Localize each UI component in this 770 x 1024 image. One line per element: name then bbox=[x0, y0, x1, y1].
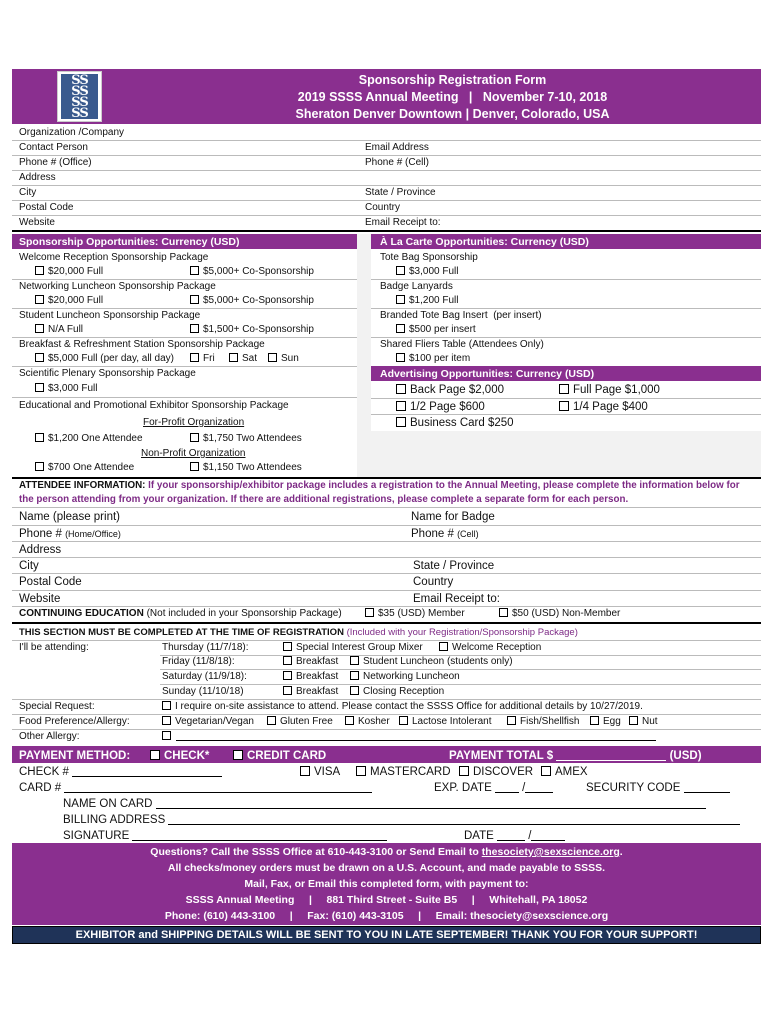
alacarte-header-text: À La Carte Opportunities: Currency (USD) bbox=[380, 236, 589, 248]
signature-label: SIGNATURE bbox=[63, 829, 387, 843]
ssss-logo: SS SS SS SS bbox=[57, 71, 102, 122]
saturday-label: Saturday (11/9/18): bbox=[162, 671, 247, 682]
plenary-full-option[interactable]: $3,000 Full bbox=[35, 383, 97, 395]
food-fish-option[interactable]: Fish/Shellfish bbox=[507, 716, 579, 728]
attendee-postal-label: Postal Code bbox=[19, 576, 82, 588]
meeting-dates: 2019 SSSS Annual Meeting | November 7-10, 2018 bbox=[297, 90, 608, 104]
for-profit-label: For-Profit Organization bbox=[143, 417, 245, 428]
checkbox[interactable] bbox=[190, 462, 199, 471]
checkbox[interactable] bbox=[283, 642, 292, 651]
checkbox[interactable] bbox=[162, 701, 171, 710]
networking-package: Networking Luncheon Sponsorship Package bbox=[19, 281, 216, 292]
insert-item: Branded Tote Bag Insert (per insert) bbox=[380, 310, 542, 321]
attendee-city-label: City bbox=[19, 560, 39, 572]
checkbox[interactable] bbox=[162, 731, 171, 740]
checkbox[interactable] bbox=[396, 401, 406, 411]
name-on-card-label: NAME ON CARD bbox=[63, 797, 706, 811]
special-request-option[interactable]: I require on-site assistance to attend. Please contact the SSSS Office for additional details by 10/27/2019. bbox=[162, 701, 643, 713]
ad-quarter-option[interactable]: 1/4 Page $400 bbox=[559, 400, 648, 414]
attendee-info-text-2: the person attending from your organization. If there are additional registrations, please complete a separate form for each person. bbox=[19, 494, 629, 505]
ad-half-option[interactable]: 1/2 Page $600 bbox=[396, 400, 485, 414]
footer-address: SSSS Annual Meeting | 881 Third Street - Suite B5 | Whitehall, PA 18052 bbox=[185, 894, 588, 906]
ce-nonmember-option[interactable]: $50 (USD) Non-Member bbox=[499, 608, 620, 620]
welcome-full-option[interactable]: $20,000 Full bbox=[35, 266, 103, 278]
footer-mail: Mail, Fax, or Email this completed form, with payment to: bbox=[244, 878, 529, 890]
checkbox[interactable] bbox=[190, 295, 199, 304]
fri-breakfast-option[interactable]: Breakfast bbox=[283, 656, 338, 668]
amex-option[interactable]: AMEX bbox=[541, 765, 588, 779]
student-package: Student Luncheon Sponsorship Package bbox=[19, 310, 201, 321]
exp-date-label: EXP. DATE / bbox=[434, 781, 553, 795]
welcome-co-option[interactable]: $5,000+ Co-Sponsorship bbox=[190, 266, 314, 278]
sat-breakfast-option[interactable]: Breakfast bbox=[283, 671, 338, 683]
attendee-website-label: Website bbox=[19, 593, 61, 605]
food-kosher-option[interactable]: Kosher bbox=[345, 716, 390, 728]
thursday-label: Thursday (11/7/18): bbox=[162, 642, 249, 653]
footer-banner-text: EXHIBITOR and SHIPPING DETAILS WILL BE SENT TO YOU IN LATE SEPTEMBER! THANK YOU FOR YOUR SUPPORT! bbox=[75, 929, 698, 941]
attendee-info-text: ATTENDEE INFORMATION: If your sponsorship/exhibitor package includes a registration to the Annual Meeting, please complete the information below for bbox=[19, 480, 740, 491]
student-co-option[interactable]: $1,500+ Co-Sponsorship bbox=[190, 324, 314, 336]
payment-method-label: PAYMENT METHOD: bbox=[19, 750, 131, 762]
checkbox[interactable] bbox=[35, 324, 44, 333]
breakfast-sun-option[interactable]: Sun bbox=[268, 353, 299, 365]
registration-label: THIS SECTION MUST BE COMPLETED AT THE TIME OF REGISTRATION (Included with your Registration/Sponsorship Package) bbox=[19, 627, 578, 638]
checkbox[interactable] bbox=[356, 766, 366, 776]
food-veg-option[interactable]: Vegetarian/Vegan bbox=[162, 716, 254, 728]
checkbox[interactable] bbox=[350, 656, 359, 665]
checkbox[interactable] bbox=[345, 716, 354, 725]
security-code-label: SECURITY CODE bbox=[586, 781, 730, 795]
city-label: City bbox=[19, 187, 37, 198]
footer-questions: Questions? Call the SSSS Office at 610-443-3100 or Send Email to thesociety@sexscience.org. bbox=[150, 846, 623, 858]
student-full-option[interactable]: N/A Full bbox=[35, 324, 83, 336]
attendee-address-label: Address bbox=[19, 544, 62, 556]
fliers-option[interactable]: $100 per item bbox=[396, 353, 470, 365]
contact-label: Contact Person bbox=[19, 142, 88, 153]
checkbox[interactable] bbox=[162, 716, 171, 725]
fri-student-option[interactable]: Student Luncheon (students only) bbox=[350, 656, 513, 668]
email-label: Email Address bbox=[365, 142, 429, 153]
ad-card-option[interactable]: Business Card $250 bbox=[396, 416, 514, 430]
net-full-option[interactable]: $20,000 Full bbox=[35, 295, 103, 307]
checkbox[interactable] bbox=[268, 353, 277, 362]
breakfast-fri-option[interactable]: Fri bbox=[190, 353, 215, 365]
checkbox[interactable] bbox=[396, 353, 405, 362]
footer-contact: Phone: (610) 443-3100 | Fax: (610) 443-3105 | Email: thesociety@sexscience.org bbox=[164, 910, 609, 922]
other-allergy-option[interactable] bbox=[162, 731, 175, 743]
checkbox[interactable] bbox=[350, 671, 359, 680]
checkbox[interactable] bbox=[35, 266, 44, 275]
fliers-item: Shared Fliers Table (Attendees Only) bbox=[380, 339, 544, 350]
email-receipt-label: Email Receipt to: bbox=[365, 217, 441, 228]
payment-check-option[interactable]: CHECK* bbox=[150, 749, 209, 763]
checkbox[interactable] bbox=[190, 433, 199, 442]
payment-total-label: PAYMENT TOTAL $ (USD) bbox=[449, 750, 702, 762]
welcome-package: Welcome Reception Sponsorship Package bbox=[19, 252, 209, 263]
attending-label: I'll be attending: bbox=[19, 642, 89, 653]
checkbox[interactable] bbox=[283, 686, 292, 695]
attendee-state-label: State / Province bbox=[413, 560, 495, 572]
checkbox[interactable] bbox=[629, 716, 638, 725]
checkbox[interactable] bbox=[150, 750, 160, 760]
sunday-label: Sunday (11/10/18) bbox=[162, 686, 244, 697]
checkbox[interactable] bbox=[283, 656, 292, 665]
checkbox[interactable] bbox=[233, 750, 243, 760]
meeting-location: Sheraton Denver Downtown | Denver, Colorado, USA bbox=[295, 107, 610, 121]
date-label: DATE / bbox=[464, 829, 565, 843]
footer-checks: All checks/money orders must be drawn on a U.S. Account, and made payable to SSSS. bbox=[167, 862, 606, 874]
checkbox[interactable] bbox=[541, 766, 551, 776]
food-nut-option[interactable]: Nut bbox=[629, 716, 658, 728]
advertising-header-text: Advertising Opportunities: Currency (USD) bbox=[380, 368, 595, 380]
breakfast-full-option[interactable]: $5,000 Full (per day, all day) bbox=[35, 353, 174, 365]
badge-option[interactable]: $1,200 Full bbox=[396, 295, 458, 307]
checkbox[interactable] bbox=[590, 716, 599, 725]
phone-office-label: Phone # (Office) bbox=[19, 157, 92, 168]
checkbox[interactable] bbox=[459, 766, 469, 776]
food-egg-option[interactable]: Egg bbox=[590, 716, 621, 728]
billing-address-label: BILLING ADDRESS bbox=[63, 813, 740, 827]
non-profit-label: Non-Profit Organization bbox=[141, 448, 246, 459]
phone-cell-label: Phone # (Cell) bbox=[365, 157, 429, 168]
ce-label: CONTINUING EDUCATION (Not included in your Sponsorship Package) bbox=[19, 608, 342, 619]
attendee-email-receipt-label: Email Receipt to: bbox=[413, 593, 500, 605]
checkbox[interactable] bbox=[396, 417, 406, 427]
attendee-name-label: Name (please print) bbox=[19, 511, 120, 523]
mastercard-option[interactable]: MASTERCARD bbox=[356, 765, 451, 779]
postal-label: Postal Code bbox=[19, 202, 74, 213]
check-number-label: CHECK # bbox=[19, 765, 222, 779]
checkbox[interactable] bbox=[396, 384, 406, 394]
visa-option[interactable]: VISA bbox=[300, 765, 340, 779]
food-label: Food Preference/Allergy: bbox=[19, 716, 130, 727]
address-label: Address bbox=[19, 172, 56, 183]
checkbox[interactable] bbox=[35, 353, 44, 362]
checkbox[interactable] bbox=[35, 462, 44, 471]
other-allergy-field[interactable] bbox=[176, 740, 656, 741]
checkbox[interactable] bbox=[35, 433, 44, 442]
sun-breakfast-option[interactable]: Breakfast bbox=[283, 686, 338, 698]
checkbox[interactable] bbox=[229, 353, 238, 362]
plenary-package: Scientific Plenary Sponsorship Package bbox=[19, 368, 196, 379]
ad-full-option[interactable]: Full Page $1,000 bbox=[559, 383, 660, 397]
checkbox[interactable] bbox=[190, 266, 199, 275]
fp-one-option[interactable]: $1,200 One Attendee bbox=[35, 433, 143, 445]
checkbox[interactable] bbox=[35, 295, 44, 304]
discover-option[interactable]: DISCOVER bbox=[459, 765, 533, 779]
checkbox[interactable] bbox=[559, 401, 569, 411]
country-label: Country bbox=[365, 202, 401, 213]
np-two-option[interactable]: $1,150 Two Attendees bbox=[190, 462, 302, 474]
checkbox[interactable] bbox=[300, 766, 310, 776]
food-gluten-option[interactable]: Gluten Free bbox=[267, 716, 333, 728]
website-label: Website bbox=[19, 217, 55, 228]
checkbox[interactable] bbox=[559, 384, 569, 394]
other-allergy-label: Other Allergy: bbox=[19, 731, 80, 742]
tote-item: Tote Bag Sponsorship bbox=[380, 252, 478, 263]
sponsorship-header-text: Sponsorship Opportunities: Currency (USD) bbox=[19, 236, 240, 248]
checkbox[interactable] bbox=[267, 716, 276, 725]
thu-mixer-option[interactable]: Special Interest Group Mixer bbox=[283, 642, 423, 654]
org-label: Organization /Company bbox=[19, 127, 125, 138]
attendee-phone-label: Phone # (Home/Office) bbox=[19, 528, 121, 540]
tote-option[interactable]: $3,000 Full bbox=[396, 266, 458, 278]
badge-item: Badge Lanyards bbox=[380, 281, 453, 292]
sat-networking-option[interactable]: Networking Luncheon bbox=[350, 671, 460, 683]
checkbox[interactable] bbox=[439, 642, 448, 651]
checkbox[interactable] bbox=[396, 295, 405, 304]
sun-closing-option[interactable]: Closing Reception bbox=[350, 686, 444, 698]
payment-credit-option[interactable]: CREDIT CARD bbox=[233, 749, 326, 763]
net-co-option[interactable]: $5,000+ Co-Sponsorship bbox=[190, 295, 314, 307]
special-request-label: Special Request: bbox=[19, 701, 95, 712]
checkbox[interactable] bbox=[499, 608, 508, 617]
ad-back-option[interactable]: Back Page $2,000 bbox=[396, 383, 504, 397]
checkbox[interactable] bbox=[396, 324, 405, 333]
friday-label: Friday (11/8/18): bbox=[162, 656, 235, 667]
fp-two-option[interactable]: $1,750 Two Attendees bbox=[190, 433, 302, 445]
checkbox[interactable] bbox=[190, 353, 199, 362]
attendee-badge-label: Name for Badge bbox=[411, 511, 495, 523]
checkbox[interactable] bbox=[35, 383, 44, 392]
state-label: State / Province bbox=[365, 187, 436, 198]
footer-email-link[interactable]: thesociety@sexscience.org bbox=[481, 846, 620, 858]
checkbox[interactable] bbox=[507, 716, 516, 725]
checkbox[interactable] bbox=[190, 324, 199, 333]
np-one-option[interactable]: $700 One Attendee bbox=[35, 462, 134, 474]
checkbox[interactable] bbox=[365, 608, 374, 617]
card-number-label: CARD # bbox=[19, 781, 372, 795]
exhibitor-package: Educational and Promotional Exhibitor Sponsorship Package bbox=[19, 400, 289, 411]
checkbox[interactable] bbox=[396, 266, 405, 275]
checkbox[interactable] bbox=[283, 671, 292, 680]
attendee-phone2-label: Phone # (Cell) bbox=[411, 528, 479, 540]
checkbox[interactable] bbox=[350, 686, 359, 695]
form-title: Sponsorship Registration Form bbox=[358, 73, 547, 87]
thu-welcome-option[interactable]: Welcome Reception bbox=[439, 642, 541, 654]
insert-option[interactable]: $500 per insert bbox=[396, 324, 476, 336]
attendee-country-label: Country bbox=[413, 576, 454, 588]
food-lactose-option[interactable]: Lactose Intolerant bbox=[399, 716, 492, 728]
checkbox[interactable] bbox=[399, 716, 408, 725]
breakfast-package: Breakfast & Refreshment Station Sponsorship Package bbox=[19, 339, 265, 350]
ce-member-option[interactable]: $35 (USD) Member bbox=[365, 608, 465, 620]
breakfast-sat-option[interactable]: Sat bbox=[229, 353, 257, 365]
